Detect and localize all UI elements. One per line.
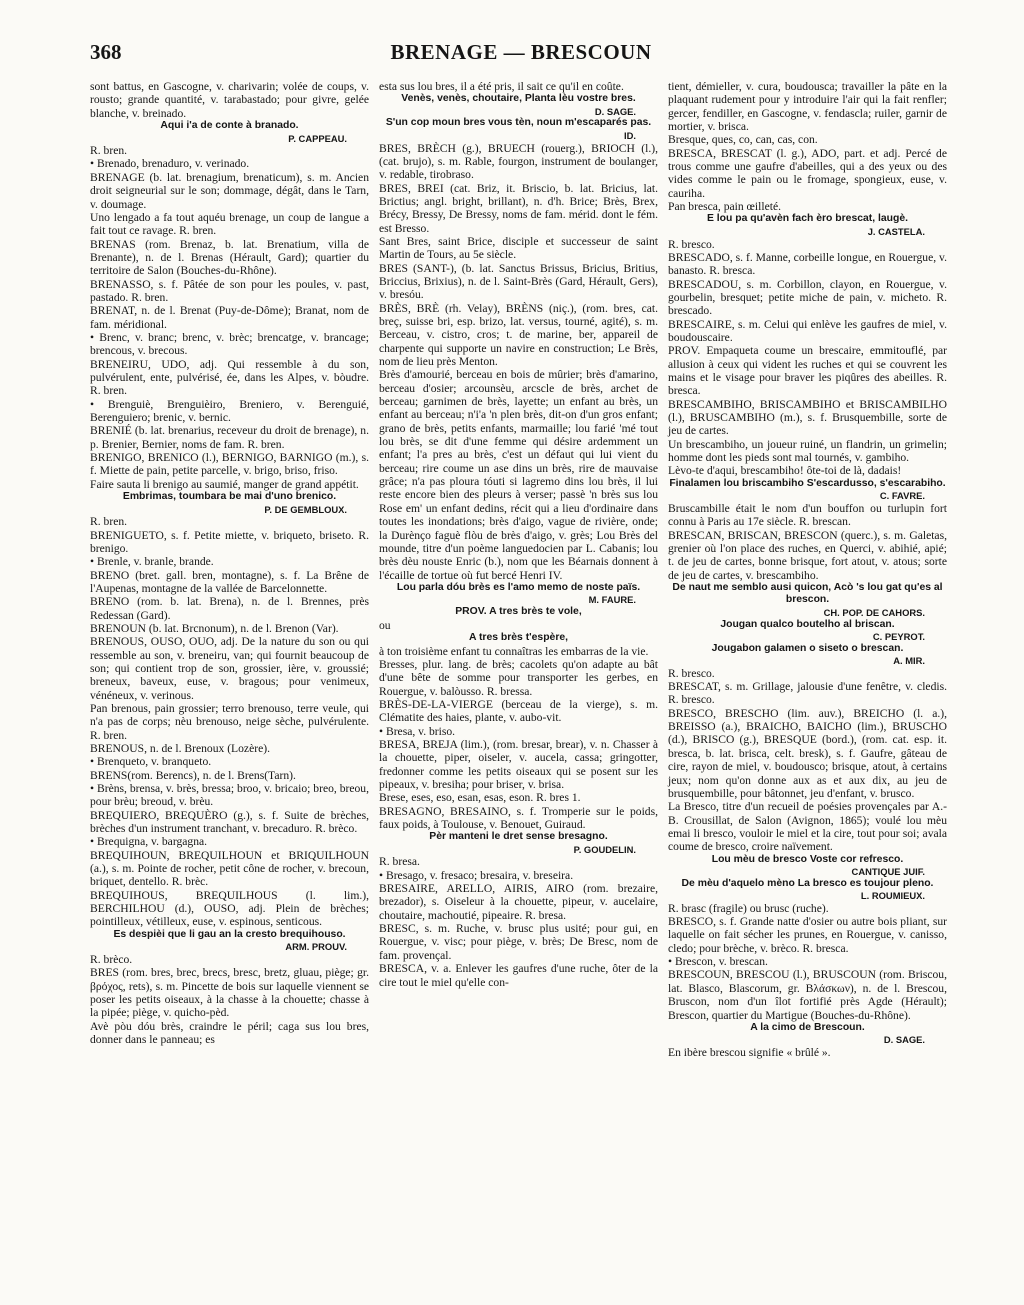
entry-paragraph: Pan brenous, pain grossier; terro brenouso, terre veule, qui n'a pas de corps; nèu brenouso, neige sèche, pulvérulente. R. bren. (90, 701, 369, 742)
quote-attribution: D. SAGE. (594, 105, 636, 117)
quotation: Es despièi que li gau an la cresto brequihouso. (113, 928, 346, 940)
entry-paragraph: BRES, BREI (cat. Briz, it. Briscio, b. lat. Bricius, lat. Brictius; angl. bright, brillant), n. d'h. Brice; Brès, Brex, Brécy, Bressy, De Bressy, noms de fam. mérid. dont le fém. est Bresso. (379, 181, 658, 235)
quotation: A tres brès t'espère, (468, 631, 569, 643)
entry-paragraph: BRENIGUETO, s. f. Petite miette, v. briqueto, briseto. R. brenigo. (90, 528, 369, 555)
entry-paragraph: BRESCOUN, BRESCOU (l.), BRUSCOUN (rom. Briscou, lat. Blasco, Blascorum, gr. Βλάσκων), n. de l. Brescou, Bruscon, nom d'un îlot fortifié près Agde (Hérault); Brescon, quartier du Martigue (Bouches-du-Rhône). (668, 968, 947, 1022)
quotation: Lou parla dóu brès es l'amo memo de noste païs. (396, 581, 641, 593)
entry-paragraph: BRENEIRU, UDO, adj. Qui ressemble à du son, pulvérulent, ente, pulvérisé, ée, dans les Alpes, v. bòudre. R. bren. (90, 357, 369, 398)
quote-attribution: C. FAVRE. (879, 490, 925, 502)
column-middle (379, 80, 658, 1059)
quote-attribution: L. ROUMIEUX. (860, 890, 925, 902)
reference-line: ou (379, 618, 391, 632)
quotation: Pèr manteni le dret sense bresagno. (429, 831, 608, 843)
entry-paragraph: BRESCAIRE, s. m. Celui qui enlève les gaufres de miel, v. boudouscaire. (668, 317, 947, 344)
entry-paragraph: Avè pòu dóu brès, craindre le péril; caga sus lou bres, donner dans le panneau; es (90, 1019, 369, 1046)
quote-attribution: ID. (624, 130, 636, 142)
column-left (90, 80, 369, 1059)
column-right (668, 80, 947, 1059)
entry-paragraph: • Bresa, v. briso. (379, 724, 456, 738)
entry-paragraph: Un brescambiho, un joueur ruiné, un flandrin, un grimelin; homme dont les pieds sont mal tournés, v. gambiho. (668, 437, 947, 465)
running-title: BRENAGE — BRESCOUN (390, 40, 652, 64)
entry-paragraph: BRÈS-DE-LA-VIERGE (berceau de la vierge), s. m. Clématite des haies, plante, v. aubo-vit. (379, 697, 658, 725)
quote-attribution: P. CAPPEAU. (288, 132, 347, 144)
quote-attribution: D. SAGE. (883, 1034, 925, 1046)
entry-paragraph: BRESCADO, s. f. Manne, corbeille longue, en Rouergue, v. banasto. R. bresca. (668, 250, 947, 278)
entry-paragraph: BRESCO, BRESCHO (lim. auv.), BREICHO (l. a.), BREISSO (a.), BRAICHO, BAICHO (lim.), BRUSCHO (d.), BRISCO (g.), BRESQUE (bord.), (rom. cat. esp. it. bresca, b. lat. brisca, celt. bresk), s. f. Gaufre, gâteau de cire, rayon de miel, v. boudousco; brisque, atout, à certains jeux; nom qu'on donne aux as et aux dix, au jeu de brusquembille, pour bâtonnet, jeu d'enfant, v. brusco. (668, 706, 947, 800)
entry-paragraph: Bresque, ques, co, can, cas, con. (668, 133, 818, 147)
entry-paragraph: • Brenqueto, v. branqueto. (90, 755, 212, 769)
entry-paragraph: BRESCO, s. f. Grande natte d'osier ou autre bois pliant, sur laquelle on fait sécher les prunes, en Rouergue, v. canisso, cledo; pour brèche, v. brèco. R. bresca. (668, 915, 947, 955)
entry-paragraph: PROV. Empaqueta coume un brescaire, emmitouflé, par allusion à ceux qui vident les ruches et qui se couvrent les mains et le visage pour braver les piqûres des abeilles. R. bresca. (668, 344, 947, 398)
reference-line: R. brèco. (90, 952, 133, 966)
entry-paragraph: Sant Bres, saint Brice, disciple et successeur de saint Martin de Tours, au 5e siècle. (379, 234, 658, 262)
entry-paragraph: BRESCA, BRESCAT (l. g.), ADO, part. et adj. Percé de trous comme une gaufre d'abeilles, qui a des yeux ou des vides comme le pain ou le fromage, spongieux, euse, v. cauriha. (668, 146, 947, 200)
entry-paragraph: • Brenguiè, Brenguièiro, Breniero, v. Berenguié, Berenguiero; brenic, v. bernic. (90, 397, 369, 424)
entry-paragraph: • Brenc, v. branc; brenc, v. brèc; brencatge, v. brancage; brencous, v. brecous. (90, 330, 369, 358)
entry-paragraph: BRESCADOU, s. m. Corbillon, clayon, en Rouergue, v. gourbelin, bresquet; petite miche de pain, v. micheto. R. brescado. (668, 277, 947, 318)
quotation: A la cimo de Brescoun. (750, 1021, 865, 1033)
quote-attribution: P. GOUDELIN. (573, 843, 636, 855)
entry-paragraph: BRESCA, v. a. Enlever les gaufres d'une ruche, ôter de la cire tout le miel qu'elle con- (379, 962, 658, 989)
entry-paragraph: BRENS(rom. Berencs), n. de l. Brens(Tarn). (90, 768, 296, 782)
entry-paragraph: BRENIGO, BRENICO (l.), BERNIGO, BARNIGO (m.), s. f. Miette de pain, petite parcelle, v. brigo, briso, friso. (90, 451, 369, 478)
reference-line: R. bresa. (379, 855, 420, 869)
entry-paragraph: BREQUIERO, BREQUÈRO (g.), s. f. Suite de brèches, brèches d'un instrument tranchant, v. brecaduro. R. brèco. (90, 808, 369, 836)
quotation: De mèu d'aquelo mèno La bresco es toujour pleno. (681, 877, 934, 889)
entry-paragraph: BRENIÉ (b. lat. brenarius, receveur du droit de brenage), n. p. Brenier, Bernier, noms de fam. R. bren. (90, 424, 369, 451)
entry-paragraph: esta sus lou bres, il a été pris, il sait ce qu'il en coûte. (379, 80, 624, 93)
entry-paragraph: BRÈS, BRÈ (rh. Velay), BRÈNS (niç.), (rom. bres, cat. breç, suisse bri, esp. brizo, lat. versus, tourné, agité), s. m. Berceau, v. cistro, cros; t. de marine, ber, appareil de charpente qui supporte un navire en construction; Le Brès, nom de lieu près Menton. (379, 301, 658, 369)
entry-paragraph: Faire sauta li brenigo au saumié, manger de grand appétit. (90, 477, 359, 491)
quotation: Aqui i'a de conte à branado. (160, 120, 299, 132)
entry-paragraph: tient, démieller, v. cura, boudousca; travailler la pâte en la plaquant rudement pour y introduire l'air qui la fait renfler; gercer, fendiller, en Gascogne, v. fendascla; ruiler, garnir de mortier, v. brisca. (668, 80, 947, 134)
text-columns (90, 80, 952, 1059)
entry-paragraph: BRESAIRE, ARELLO, AIRIS, AIRO (rom. brezaire, brezador), s. Oiseleur à la chouette, pipeur, v. aucelaire, choutaire, machoutié, pipeaire. R. bresa. (379, 882, 658, 922)
entry-paragraph: • Brèns, brensa, v. brès, bressa; broo, v. bricaio; breo, breou, pour brèu; breoud, v. brèu. (90, 782, 369, 809)
page-number: 368 (90, 40, 122, 64)
entry-paragraph: Brès d'amourié, berceau en bois de mûrier; brès d'amarino, berceau d'osier; arcounsèu, arcscle de brès, archet de berceau; garnimen de brès, layette; un enfant au brès, un enfant au berceau; n'i'a 'n plen brès, dit-on d'un gros enfant; grano de brès, petits enfants, marmaille; lou farié 'mé tout lou brès, se dit d'une femme qui désire ardemment un enfant; l'a pres au brès, c'est un défaut qui lui vient du berceau; rire coume un ase dins un brès, rire de mauvaise grâce; n'a pas ploura tóuti si lagremo dins lou brès, il lui reste encore bien des pleurs à verser; passè 'n brès sus lou Rose em' un enfant dedins, récit qui a lieu d'ordinaire dans toutes les inondations; brès d'aigo, vague de rivière, onde; la Durènço faguè flòu de brès d'aigo, v. grès; Lou Brès del mounde, titre d'un poème languedocien par L. Cabanis; lou brès dèu nouste Enric (b.), nom que les Béarnais donnent à l'écaille de tortue où fut bercé Henri IV. (379, 368, 658, 582)
reference-line: R. bresco. (668, 666, 715, 680)
quotation: Embrimas, toumbara be mai d'uno brenico. (122, 491, 337, 503)
entry-paragraph: Lèvo-te d'aqui, brescambiho! ôte-toi de là, dadais! (668, 464, 902, 478)
reference-line: R. bresco. (668, 237, 715, 251)
quotation: De naut me semblo ausi quicon, Acò 's lou gat qu'es al brescon. (672, 581, 943, 606)
entry-paragraph: Uno lengado a fa tout aquéu brenage, un coup de langue a fait tout ce ravage. R. bren. (90, 210, 369, 238)
reference-line: R. bren. (90, 515, 128, 529)
entry-paragraph: BREQUIHOUS, BREQUILHOUS (l. lim.), BERCHILHOU (d.), OUSO, adj. Plein de brèches; pointilleux, vétilleux, euse, v. espinous, senticous. (90, 888, 369, 929)
entry-paragraph: BRENAGE (b. lat. brenagium, brenaticum), s. m. Ancien droit seigneurial sur le son; dommage, dégât, dans le Tarn, v. doumage. (90, 170, 369, 211)
entry-paragraph: BRENAS (rom. Brenaz, b. lat. Brenatium, villa de Brenante), n. de l. Brenas (Hérault, Gard); quartier du territoire de Salon (Bouches-du-Rhône). (90, 237, 369, 278)
quote-attribution: CANTIQUE JUIF. (851, 866, 925, 878)
entry-paragraph: à ton troisième enfant tu connaîtras les embarras de la vie. (379, 644, 649, 658)
quotation: Lou mèu de bresco Voste cor refresco. (711, 853, 904, 865)
entry-paragraph: BRES (rom. bres, brec, brecs, bresc, bretz, gluau, piège; gr. βρόχος, rets), s. m. Pincette de bois sur laquelle viennent se poser les petits oiseaux, à la chasse à la chouette; chasse à la pipée; piège, v. quicho-pèd. (90, 966, 369, 1020)
quotation: Jougan qualco boutelho al briscan. (720, 618, 895, 630)
quotation: E lou pa qu'avèn fach èro brescat, laugè. (706, 213, 909, 225)
entry-paragraph: BRENOUS, n. de l. Brenoux (Lozère). (90, 742, 270, 755)
quote-attribution: A. MIR. (893, 655, 925, 667)
entry-paragraph: BRESCAN, BRISCAN, BRESCON (querc.), s. m. Galetas, grenier où l'on place des ruches, en Querci, v. abihié, apié; t. de jeu de cartes, bonne brisque, fort atout, v. atous; sorte de jeu de cartes, v. brescambiho. (668, 528, 947, 582)
reference-line: R. bren. (90, 144, 128, 158)
entry-paragraph: BRENOUS, OUSO, OUO, adj. De la nature du son ou qui ressemble au son, v. breneiru, van; qui fournit beaucoup de son; qui contient trop de son, grossier, ière, v. groussié; breneux, baveux, euse, v. bragous; pour venimeux, vénéneux, v. verinous. (90, 635, 369, 702)
quote-attribution: ARM. PROUV. (285, 941, 347, 953)
quotation: Finalamen lou briscambiho S'escardusso, s'escarabiho. (669, 477, 946, 489)
entry-paragraph: BRESCAMBIHO, BRISCAMBIHO et BRISCAMBILHO (l.), BRUSCAMBIHO (m.), s. f. Brusquembille, sorte de jeu de cartes. (668, 397, 947, 438)
entry-paragraph: La Bresco, titre d'un recueil de poésies provençales par A.-B. Crousillat, de Salon (Avignon, 1865); voulé lou mèu emai li bresco, vouloir le miel et la cire, tout pour soi; avala coume de bresco, croire naïvement. (668, 800, 947, 854)
entry-paragraph: Bruscambille était le nom d'un bouffon ou turlupin fort connu à Paris au 17e siècle. R. brescan. (668, 501, 947, 529)
entry-paragraph: BREQUIHOUN, BREQUILHOUN et BRIQUILHOUN (a.), s. m. Pointe de rocher, petit cône de rocher, v. brecoun, briquet, dentello. R. brèc. (90, 848, 369, 889)
entry-paragraph: • Brescon, v. brescan. (668, 955, 768, 969)
entry-paragraph: BRENO (rom. b. lat. Brena), n. de l. Brennes, près Redessan (Gard). (90, 595, 369, 622)
entry-paragraph: • Brenle, v. branle, brande. (90, 555, 214, 569)
entry-paragraph: sont battus, en Gascogne, v. charivarin; volée de coups, v. rousto; grande quantité, v. tarabastado; pour givre, gelée blanche, v. breinado. (90, 80, 369, 120)
page-header (90, 40, 952, 74)
entry-paragraph: BRES (SANT-), (b. lat. Sanctus Brissus, Bricius, Britius, Briccius, Brixius), n. de l. Saint-Brès (Gard, Hérault, Gers), v. bresóu. (379, 261, 658, 302)
entry-paragraph: BRENOUN (b. lat. Brcnonum), n. de l. Brenon (Var). (90, 621, 339, 635)
quote-attribution: CH. POP. DE CAHORS. (823, 607, 925, 619)
quote-attribution: J. CASTELA. (867, 226, 925, 238)
entry-paragraph: BRESA, BREJA (lim.), (rom. bresar, brear), v. n. Chasser à la chouette, piper, oiseler, v. aucela, cassa; gringotter, fredonner comme les petits oiseaux qui se posent sur les pipeaux, v. bresiha; pour briser, v. brisa. (379, 737, 658, 791)
quotation: Venès, venès, choutaire, Planta lèu vostre bres. (401, 93, 636, 105)
entry-paragraph: BRENASSO, s. f. Pâtée de son pour les poules, v. past, pastado. R. bren. (90, 277, 369, 304)
entry-paragraph: • Bresago, v. fresaco; bresaira, v. breseira. (379, 868, 574, 882)
entry-paragraph: Pan bresca, pain œilleté. (668, 200, 781, 214)
quote-attribution: M. FAURE. (588, 594, 636, 606)
entry-paragraph: Bresses, plur. lang. de brès; cacolets qu'on adapte au bât d'une bête de somme pour transporter les gerbes, en Rouergue, v. balòusso. R. bressa. (379, 657, 658, 698)
entry-paragraph: En ibère brescou signifie « brûlé ». (668, 1045, 831, 1059)
entry-paragraph: BRESCAT, s. m. Grillage, jalousie d'une fenêtre, v. cledis. R. bresco. (668, 680, 947, 707)
entry-paragraph: BRESAGNO, BRESAINO, s. f. Tromperie sur le poids, faux poids, à Toulouse, v. Benouet, Guiraud. (379, 804, 658, 831)
quotation: S'un cop moun bres vous tèn, noun m'escaparés pas. (385, 117, 652, 129)
entry-paragraph: • Brequigna, v. bargagna. (90, 835, 208, 849)
entry-paragraph: BRENAT, n. de l. Brenat (Puy-de-Dôme); Branat, nom de fam. méridional. (90, 304, 369, 331)
entry-paragraph: • Brenado, brenaduro, v. verinado. (90, 157, 250, 171)
entry-paragraph: R. brasc (fragile) ou brusc (ruche). (668, 901, 829, 915)
entry-paragraph: BRES, BRÈCH (g.), BRUECH (rouerg.), BRIOCH (l.), (cat. brujo), s. m. Rable, fourgon, instrument de boulanger, v. redable, tirobraso. (379, 141, 658, 182)
quotation: Jougabon galamen o siseto o brescan. (711, 642, 904, 654)
quote-attribution: C. PEYROT. (872, 631, 925, 643)
entry-paragraph: BRESC, s. m. Ruche, v. brusc plus usité; pour gui, en Rouergue, v. visc; pour piège, v. brès; De Bresc, nom de fam. provençal. (379, 922, 658, 962)
quotation: PROV. A tres brès te vole, (455, 605, 582, 617)
quote-attribution: P. DE GEMBLOUX. (264, 503, 347, 515)
entry-paragraph: Brese, eses, eso, esan, esas, eson. R. bres 1. (379, 791, 581, 805)
entry-paragraph: BRENO (bret. gall. bren, montagne), s. f. La Brêne de l'Aupenas, montagne de la vallée de Barcelonnette. (90, 568, 369, 595)
